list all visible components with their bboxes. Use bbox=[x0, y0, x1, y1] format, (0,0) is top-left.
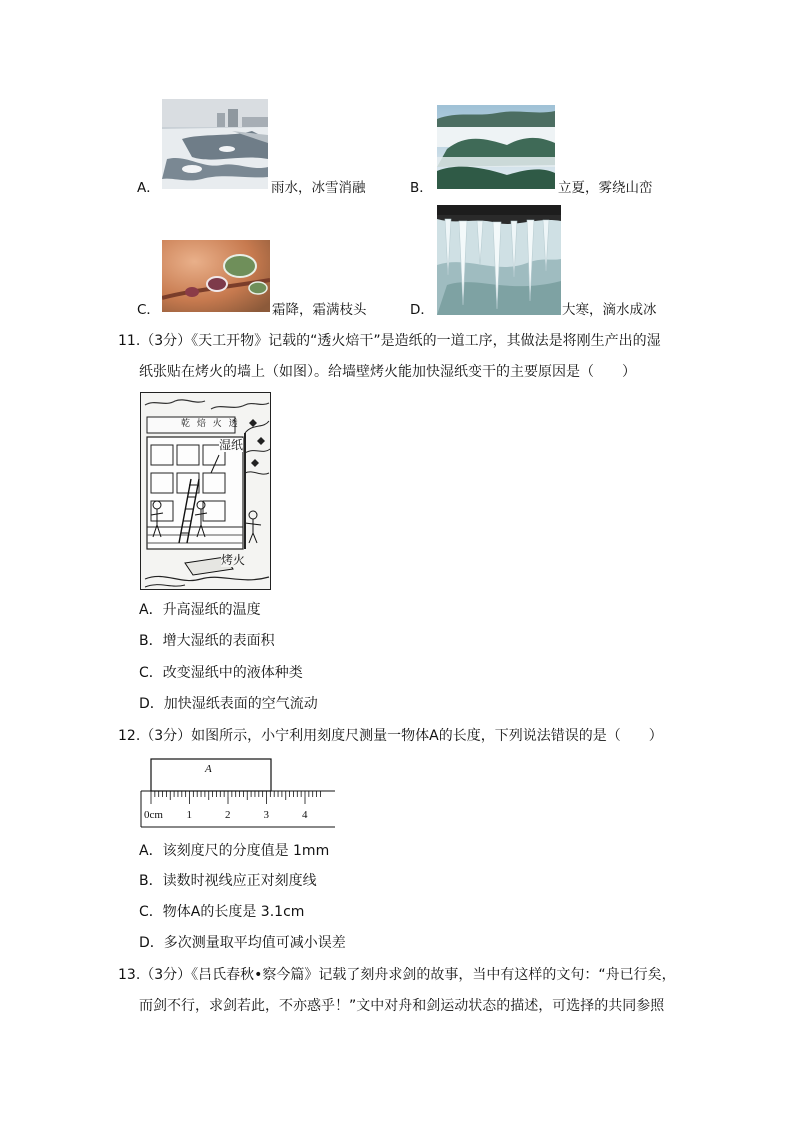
q12-option-d[interactable]: D．多次测量取平均值可减小误差 bbox=[139, 935, 346, 951]
q11-figure bbox=[140, 392, 271, 590]
q12-option-a[interactable]: A．该刻度尺的分度值是 1mm bbox=[139, 843, 330, 859]
q11-figure-sign: 乾 焙 火 透 bbox=[181, 419, 240, 429]
q12-option-b[interactable]: B．读数时视线应正对刻度线 bbox=[139, 873, 317, 889]
q12-ruler-figure bbox=[139, 757, 339, 831]
q13-stem-line1: 13.（3分）《吕氏春秋•察今篇》记载了刻舟求剑的故事，当中有这样的文句：“舟已行矣， bbox=[118, 967, 676, 983]
q10-option-b-caption: 立夏，雾绕山峦 bbox=[558, 180, 653, 196]
q10-option-a-letter: A． bbox=[137, 180, 160, 196]
q10-option-a-caption: 雨水，冰雪消融 bbox=[271, 180, 366, 196]
q10-option-d-letter: D． bbox=[410, 302, 434, 318]
q11-option-a[interactable]: A．升高湿纸的温度 bbox=[139, 602, 261, 618]
q10-option-d-caption: 大寒，滴水成冰 bbox=[562, 302, 657, 318]
q13-stem-line2: 而剑不行，求剑若此，不亦惑乎！”文中对舟和剑运动状态的描述，可选择的共同参照 bbox=[139, 998, 665, 1014]
ruler-svg bbox=[139, 757, 339, 831]
ruler-ticks bbox=[151, 791, 320, 804]
ruler-tick-label: 1 bbox=[186, 809, 192, 821]
q10-option-b-image bbox=[437, 105, 555, 189]
q10-option-a-image bbox=[162, 99, 268, 189]
ruler-tick-label: 3 bbox=[263, 809, 269, 821]
q10-option-c-image bbox=[162, 240, 270, 312]
q11-stem-line2: 纸张贴在烤火的墙上（如图）。给墙壁烤火能加快湿纸变干的主要原因是（ ） bbox=[139, 364, 636, 380]
q10-option-c-letter: C． bbox=[137, 302, 160, 318]
ruler-tick-label: 2 bbox=[225, 809, 231, 821]
q10-option-d-image bbox=[437, 205, 561, 315]
ruler-tick-label: 0cm bbox=[144, 809, 163, 821]
q10-option-b-letter: B． bbox=[410, 180, 433, 196]
q11-option-b[interactable]: B．增大湿纸的表面积 bbox=[139, 633, 275, 649]
q10-option-c-caption: 霜降，霜满枝头 bbox=[272, 302, 367, 318]
q12-option-c[interactable]: C．物体A的长度是 3.1cm bbox=[139, 904, 305, 920]
ruler-tick-label: 4 bbox=[302, 809, 308, 821]
q11-figure-label-wet-paper: 湿纸 bbox=[219, 438, 244, 452]
q11-figure-label-fire: 烤火 bbox=[221, 553, 246, 567]
q11-option-c[interactable]: C．改变湿纸中的液体种类 bbox=[139, 665, 303, 681]
q12-object-label: A bbox=[205, 763, 212, 775]
q12-stem: 12.（3分）如图所示，小宁利用刻度尺测量一物体A的长度，下列说法错误的是（ ） bbox=[118, 728, 663, 744]
q11-option-d[interactable]: D．加快湿纸表面的空气流动 bbox=[139, 696, 318, 712]
q11-stem-line1: 11.（3分）《天工开物》记载的“透火焙干”是造纸的一道工序，其做法是将刚生产出的湿 bbox=[118, 333, 661, 349]
